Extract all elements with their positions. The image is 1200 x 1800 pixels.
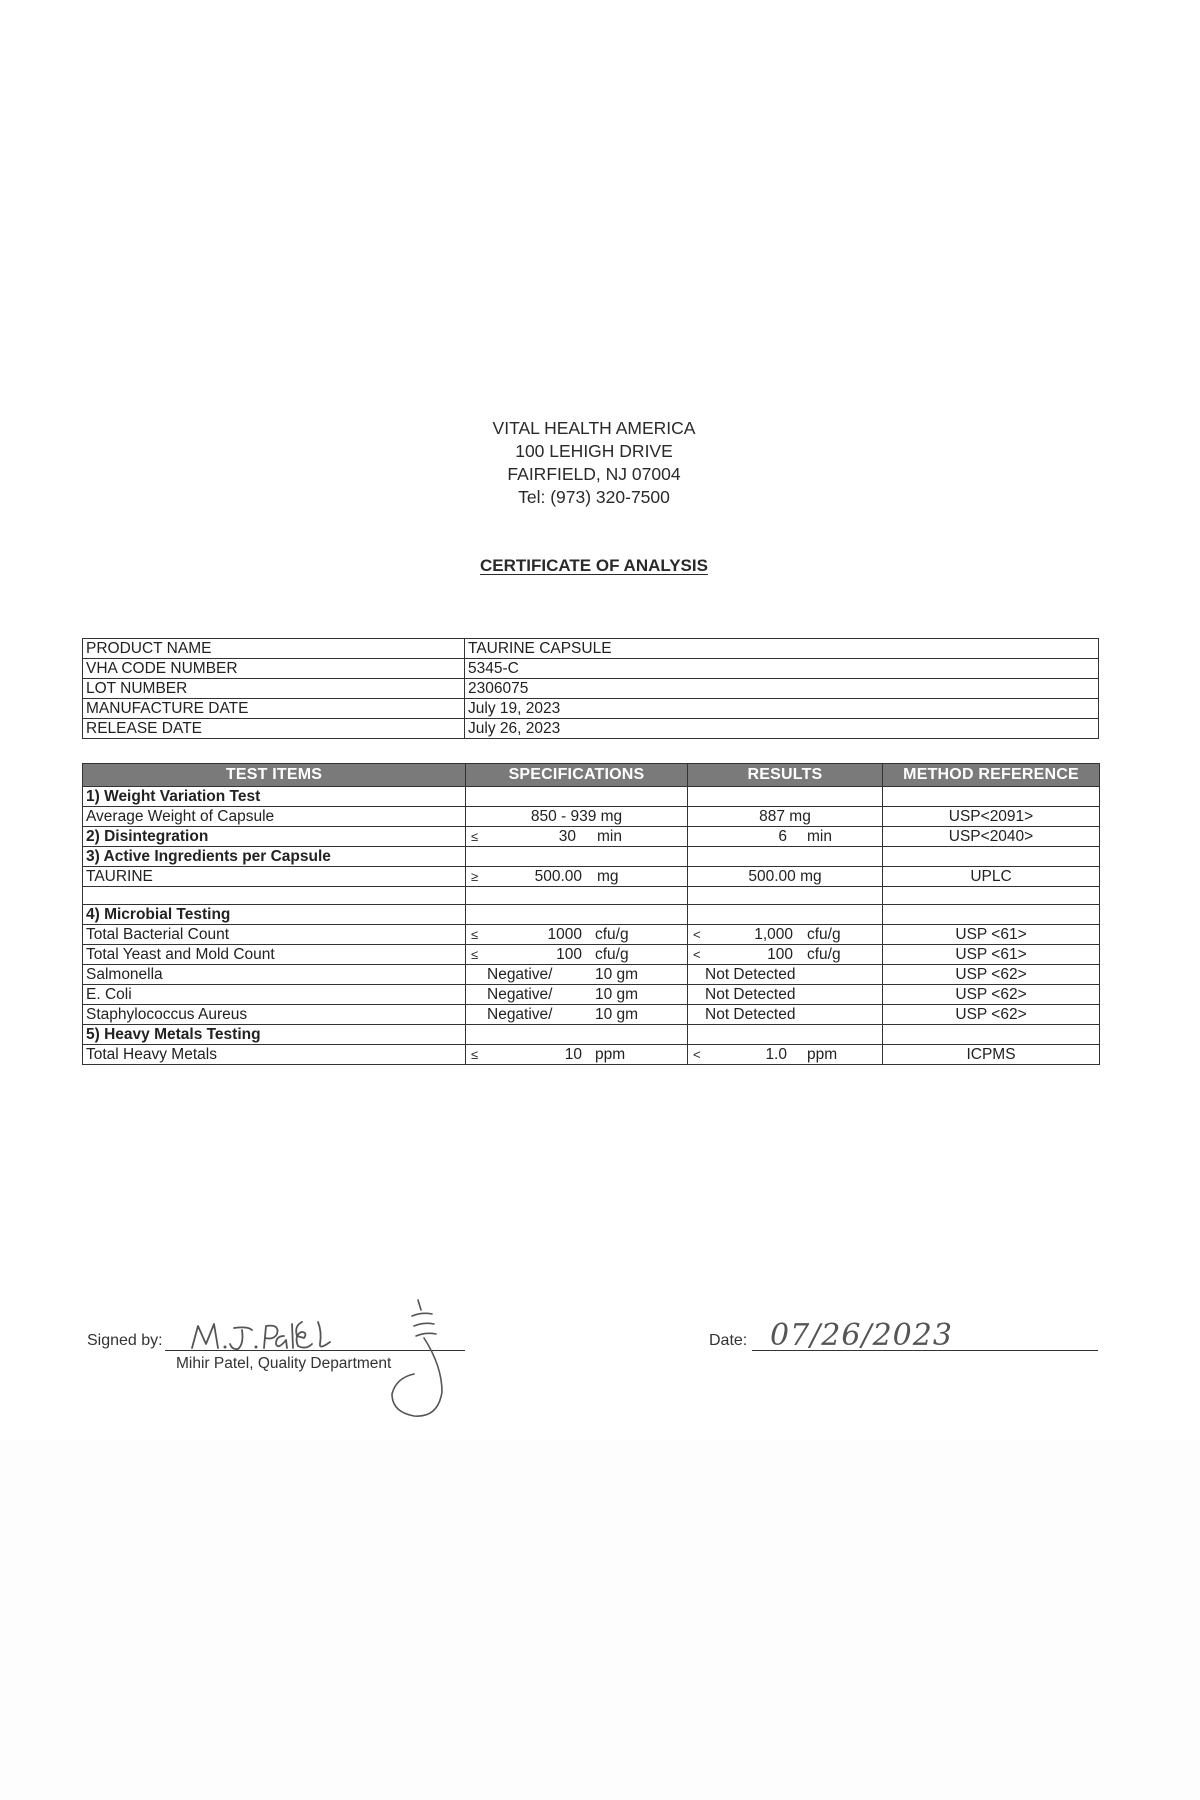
info-label: PRODUCT NAME xyxy=(83,639,465,659)
spec-number: 30 xyxy=(558,828,576,845)
test-item: TAURINE xyxy=(83,867,466,887)
test-table-header-row xyxy=(83,764,1100,787)
company-name: VITAL HEALTH AMERICA xyxy=(492,418,696,438)
table-row xyxy=(83,867,1100,887)
table-row xyxy=(83,985,1100,1005)
table-row xyxy=(83,965,1100,985)
product-info-row xyxy=(83,699,1099,719)
company-header xyxy=(0,417,1188,509)
result-text: Not Detected xyxy=(705,966,796,983)
method-value: USP <61> xyxy=(883,925,1100,945)
section-title: 3) Active Ingredients per Capsule xyxy=(83,847,466,867)
spec-cell xyxy=(466,1045,688,1065)
handwritten-date: 07/26/2023 xyxy=(770,1318,953,1353)
spec-negative: Negative/ xyxy=(487,986,553,1003)
result-number: 1,000 xyxy=(754,926,793,943)
table-row xyxy=(83,1005,1100,1025)
method-value: USP<2040> xyxy=(883,827,1100,847)
spec-cell xyxy=(466,867,688,887)
product-info-row xyxy=(83,719,1099,739)
spec-value: 850 - 939 mg xyxy=(466,807,688,827)
spec-cell xyxy=(466,945,688,965)
result-unit: ppm xyxy=(807,1046,838,1063)
info-label: VHA CODE NUMBER xyxy=(83,659,465,679)
table-row xyxy=(83,925,1100,945)
spec-number: 100 xyxy=(556,946,582,963)
lower-page-background xyxy=(0,1440,1200,1800)
spec-unit: ppm xyxy=(595,1046,626,1063)
product-info-row xyxy=(83,639,1099,659)
spec-cell xyxy=(466,985,688,1005)
spec-cell xyxy=(466,1005,688,1025)
result-unit: min xyxy=(807,828,832,845)
result-cell xyxy=(688,827,883,847)
spec-cell xyxy=(466,827,688,847)
company-phone: Tel: (973) 320-7500 xyxy=(518,487,670,507)
spec-unit: cfu/g xyxy=(595,946,629,963)
spec-symbol: ≤ xyxy=(471,927,479,942)
test-item: Total Yeast and Mold Count xyxy=(83,945,466,965)
section-row xyxy=(83,847,1100,867)
test-item: Staphylococcus Aureus xyxy=(83,1005,466,1025)
spec-negative: Negative/ xyxy=(487,1006,553,1023)
section-title: 4) Microbial Testing xyxy=(83,905,466,925)
signatory-name: Mihir Patel, Quality Department xyxy=(176,1355,392,1372)
table-row xyxy=(83,827,1100,847)
section-row xyxy=(83,905,1100,925)
result-number: 100 xyxy=(767,946,793,963)
method-value: ICPMS xyxy=(883,1045,1100,1065)
result-cell xyxy=(688,1045,883,1065)
spec-unit: min xyxy=(597,828,622,845)
result-cell xyxy=(688,945,883,965)
col-header-results: RESULTS xyxy=(688,764,883,787)
spec-amount: 10 gm xyxy=(595,986,639,1003)
method-value: USP <62> xyxy=(883,985,1100,1005)
test-item: Total Bacterial Count xyxy=(83,925,466,945)
product-info-row xyxy=(83,659,1099,679)
result-value: 887 mg xyxy=(688,807,883,827)
section-row xyxy=(83,1025,1100,1045)
method-value: USP <62> xyxy=(883,1005,1100,1025)
signed-by-label: Signed by: xyxy=(87,1332,163,1349)
info-value: 2306075 xyxy=(465,679,1099,699)
test-item: Total Heavy Metals xyxy=(83,1045,466,1065)
spec-negative: Negative/ xyxy=(487,966,553,983)
table-row xyxy=(83,807,1100,827)
info-value: TAURINE CAPSULE xyxy=(465,639,1099,659)
info-label: LOT NUMBER xyxy=(83,679,465,699)
product-info-row xyxy=(83,679,1099,699)
info-value: July 26, 2023 xyxy=(465,719,1099,739)
table-row xyxy=(83,1045,1100,1065)
spec-symbol: ≤ xyxy=(471,829,479,844)
test-item: Average Weight of Capsule xyxy=(83,807,466,827)
spec-unit: cfu/g xyxy=(595,926,629,943)
blank-row xyxy=(83,887,1100,905)
result-cell xyxy=(688,1005,883,1025)
result-text: Not Detected xyxy=(705,1006,796,1023)
test-item: Salmonella xyxy=(83,965,466,985)
method-value: USP <61> xyxy=(883,945,1100,965)
col-header-test-items: TEST ITEMS xyxy=(83,764,466,787)
spec-symbol: ≤ xyxy=(471,1047,479,1062)
product-info-table xyxy=(82,638,1099,739)
section-title: 2) Disintegration xyxy=(83,827,466,847)
result-symbol: < xyxy=(693,947,701,962)
company-address-line2: FAIRFIELD, NJ 07004 xyxy=(507,464,681,484)
test-item: E. Coli xyxy=(83,985,466,1005)
method-value: UPLC xyxy=(883,867,1100,887)
info-label: RELEASE DATE xyxy=(83,719,465,739)
spec-number: 500.00 xyxy=(534,868,582,885)
spec-number: 10 xyxy=(564,1046,582,1063)
spec-symbol: ≤ xyxy=(471,947,479,962)
date-label: Date: xyxy=(709,1332,748,1349)
table-row xyxy=(83,945,1100,965)
info-value: July 19, 2023 xyxy=(465,699,1099,719)
spec-cell xyxy=(466,965,688,985)
section-title: 5) Heavy Metals Testing xyxy=(83,1025,466,1045)
result-number: 1.0 xyxy=(765,1046,787,1063)
spec-amount: 10 gm xyxy=(595,1006,639,1023)
test-results-table xyxy=(82,763,1100,1065)
method-value: USP <62> xyxy=(883,965,1100,985)
spec-number: 1000 xyxy=(547,926,582,943)
result-cell xyxy=(688,985,883,1005)
result-number: 6 xyxy=(778,828,787,845)
col-header-method-reference: METHOD REFERENCE xyxy=(883,764,1100,787)
result-cell xyxy=(688,965,883,985)
col-header-specifications: SPECIFICATIONS xyxy=(466,764,688,787)
result-cell xyxy=(688,925,883,945)
company-address-line1: 100 LEHIGH DRIVE xyxy=(515,441,673,461)
method-value: USP<2091> xyxy=(883,807,1100,827)
spec-amount: 10 gm xyxy=(595,966,639,983)
spec-symbol: ≥ xyxy=(471,869,479,884)
result-unit: cfu/g xyxy=(807,926,841,943)
result-symbol: < xyxy=(693,927,701,942)
document-title xyxy=(0,556,1188,576)
result-text: Not Detected xyxy=(705,986,796,1003)
section-row xyxy=(83,787,1100,807)
result-symbol: < xyxy=(693,1047,701,1062)
spec-cell xyxy=(466,925,688,945)
result-value: 500.00 mg xyxy=(688,867,883,887)
document-title-text: CERTIFICATE OF ANALYSIS xyxy=(480,556,708,575)
info-label: MANUFACTURE DATE xyxy=(83,699,465,719)
spec-unit: mg xyxy=(597,868,619,885)
section-title: 1) Weight Variation Test xyxy=(83,787,466,807)
info-value: 5345-C xyxy=(465,659,1099,679)
result-unit: cfu/g xyxy=(807,946,841,963)
